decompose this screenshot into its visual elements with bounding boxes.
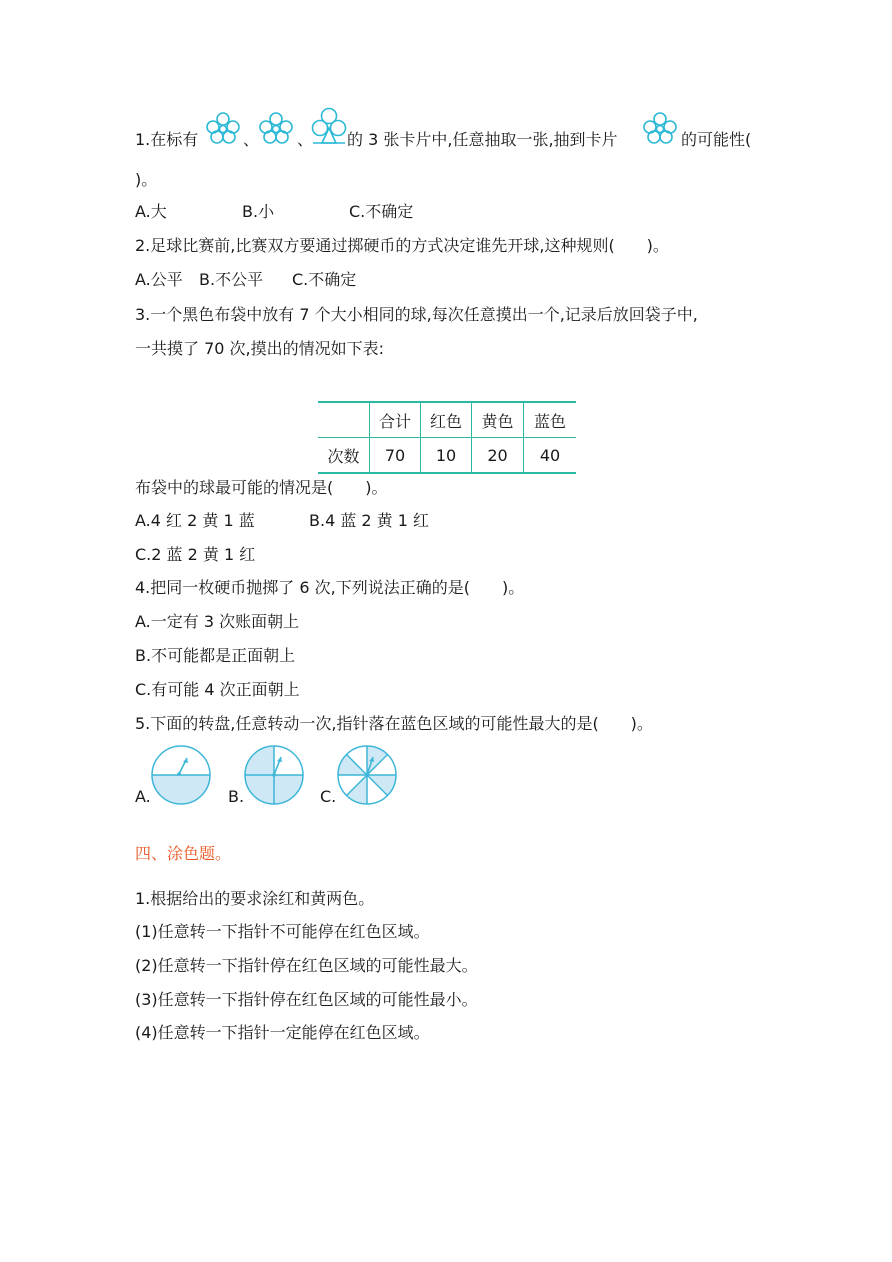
flower-card-icon [640, 110, 680, 146]
q5-option-a-label: A. [135, 787, 151, 806]
table-cell: 合计 [370, 402, 421, 438]
q4-option-c: C.有可能 4 次正面朝上 [135, 680, 300, 699]
section4-item: (2)任意转一下指针停在红色区域的可能性最大。 [135, 956, 478, 975]
q1-sep1: 、 [243, 130, 260, 149]
table-cell: 红色 [421, 402, 472, 438]
q3-option-c: C.2 蓝 2 黄 1 红 [135, 545, 256, 564]
q4-option-a: A.一定有 3 次账面朝上 [135, 612, 300, 631]
table-cell: 蓝色 [524, 402, 577, 438]
table-cell [318, 402, 370, 438]
q5-option-c-label: C. [320, 787, 337, 806]
table-cell: 70 [370, 438, 421, 474]
q3-line1: 3.一个黑色布袋中放有 7 个大小相同的球,每次任意摸出一个,记录后放回袋子中, [135, 305, 698, 324]
flower-card-icon [256, 110, 296, 146]
q3-option-b: B.4 蓝 2 黄 1 红 [309, 511, 430, 530]
q1-text-c: 的可能性( [681, 130, 752, 149]
q4-text: 4.把同一枚硬币抛掷了 6 次,下列说法正确的是( )。 [135, 578, 525, 597]
club-card-icon [310, 106, 348, 146]
spinner-b-icon [243, 744, 305, 806]
results-table [318, 401, 576, 474]
q1-option-b: B.小 [242, 202, 275, 221]
q5-text: 5.下面的转盘,任意转动一次,指针落在蓝色区域的可能性最大的是( )。 [135, 714, 653, 733]
q2-option-a: A.公平 [135, 270, 183, 289]
section4-item: (3)任意转一下指针停在红色区域的可能性最小。 [135, 990, 478, 1009]
section-heading: 四、涂色题。 [135, 844, 232, 863]
table-cell: 40 [524, 438, 577, 474]
spinner-c-icon [336, 744, 398, 806]
q3-line2: 一共摸了 70 次,摸出的情况如下表: [135, 339, 385, 358]
section4-item: (4)任意转一下指针一定能停在红色区域。 [135, 1023, 430, 1042]
q5-option-b-label: B. [228, 787, 245, 806]
q1-sep2: 、 [297, 130, 314, 149]
q2-option-c: C.不确定 [292, 270, 357, 289]
table-row [318, 438, 576, 474]
q1-text-a: 1.在标有 [135, 130, 199, 149]
section4-item: (1)任意转一下指针不可能停在红色区域。 [135, 922, 430, 941]
table-header-row [318, 402, 576, 438]
spinner-a-icon [150, 744, 212, 806]
section4-item: 1.根据给出的要求涂红和黄两色。 [135, 889, 375, 908]
q3-option-a: A.4 红 2 黄 1 蓝 [135, 511, 255, 530]
flower-card-icon [203, 110, 243, 146]
q1-option-c: C.不确定 [349, 202, 414, 221]
table-cell: 次数 [318, 438, 370, 474]
q1-text-d: )。 [135, 170, 158, 189]
table-cell: 20 [472, 438, 524, 474]
q2-text: 2.足球比赛前,比赛双方要通过掷硬币的方式决定谁先开球,这种规则( )。 [135, 236, 669, 255]
q4-option-b: B.不可能都是正面朝上 [135, 646, 296, 665]
q3-question: 布袋中的球最可能的情况是( )。 [135, 478, 388, 497]
q1-option-a: A.大 [135, 202, 167, 221]
table-cell: 10 [421, 438, 472, 474]
q1-text-b: 的 3 张卡片中,任意抽取一张,抽到卡片 [347, 130, 618, 149]
q2-option-b: B.不公平 [199, 270, 264, 289]
table-cell: 黄色 [472, 402, 524, 438]
